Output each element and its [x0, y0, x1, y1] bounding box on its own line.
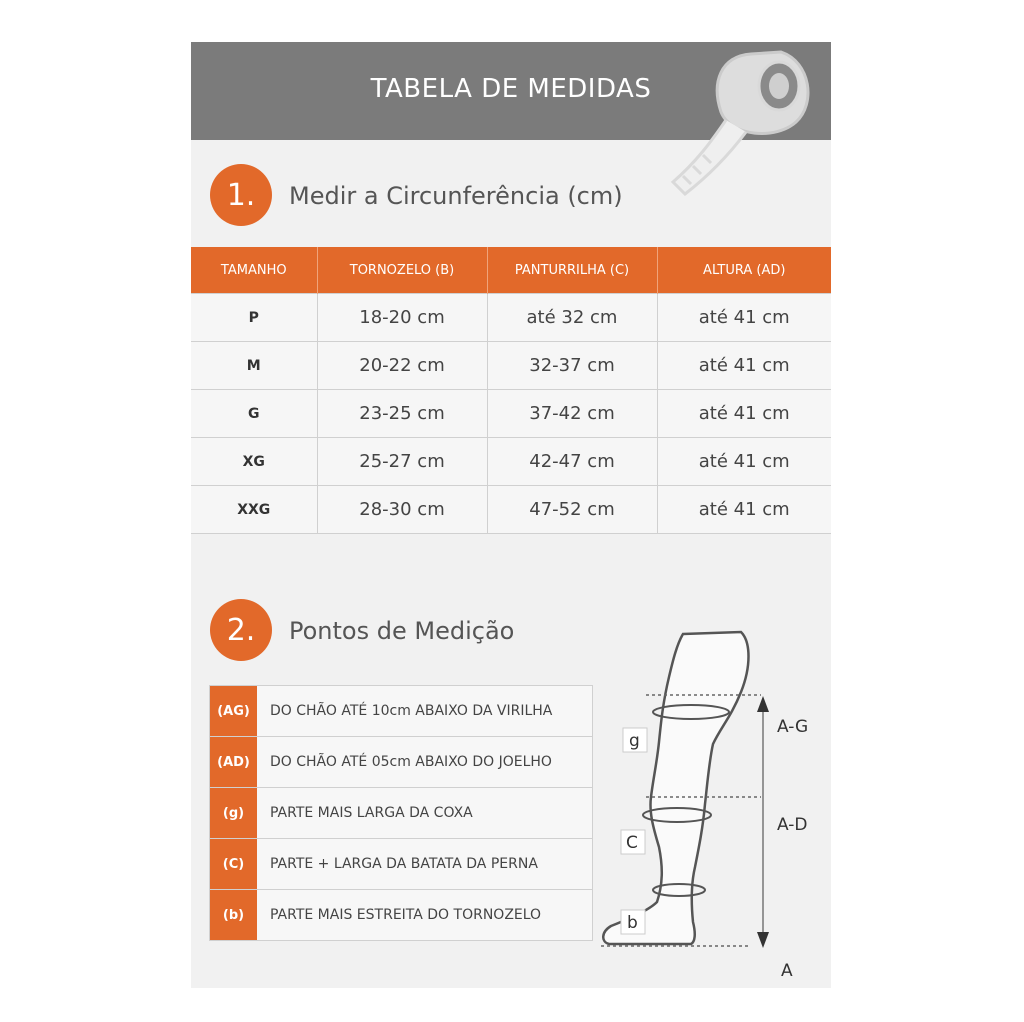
point-description: PARTE + LARGA DA BATATA DA PERNA: [257, 839, 592, 889]
table-row: [191, 390, 831, 438]
column-header: ALTURA (AD): [657, 247, 831, 294]
header-bar: [191, 42, 831, 140]
section-1-title: Medir a Circunferência (cm): [289, 182, 623, 210]
altura-cell: até 41 cm: [657, 486, 831, 534]
panturrilha-cell: 42-47 cm: [487, 438, 657, 486]
section-2-title: Pontos de Medição: [289, 617, 515, 645]
list-item: [210, 737, 592, 788]
panturrilha-cell: 47-52 cm: [487, 486, 657, 534]
ag-label: A-G: [777, 717, 809, 737]
header-title: TABELA DE MEDIDAS: [370, 74, 652, 104]
table-row: [191, 294, 831, 342]
tornozelo-cell: 25-27 cm: [317, 438, 487, 486]
size-cell: P: [191, 294, 317, 342]
altura-cell: até 41 cm: [657, 438, 831, 486]
point-description: DO CHÃO ATÉ 10cm ABAIXO DA VIRILHA: [257, 686, 592, 736]
table-row: [191, 342, 831, 390]
leg-diagram: [591, 622, 831, 981]
size-cell: M: [191, 342, 317, 390]
column-header: PANTURRILHA (C): [487, 247, 657, 294]
size-cell: XG: [191, 438, 317, 486]
height-axis-arrow-top: [757, 696, 769, 712]
point-code: (AG): [210, 686, 257, 736]
table-row: [191, 438, 831, 486]
altura-cell: até 41 cm: [657, 342, 831, 390]
table-row: [191, 486, 831, 534]
measurement-points-list: [209, 685, 593, 941]
table-header-row: [191, 247, 831, 294]
size-table: [191, 247, 831, 534]
column-header: TAMANHO: [191, 247, 317, 294]
list-item: [210, 839, 592, 890]
list-item: [210, 890, 592, 940]
list-item: [210, 686, 592, 737]
altura-cell: até 41 cm: [657, 390, 831, 438]
ad-label: A-D: [777, 815, 808, 835]
thigh-label: g: [629, 731, 640, 751]
a-label: A: [781, 961, 793, 981]
panturrilha-cell: 37-42 cm: [487, 390, 657, 438]
step-1-badge: 1.: [210, 164, 272, 226]
tornozelo-cell: 28-30 cm: [317, 486, 487, 534]
point-code: (C): [210, 839, 257, 889]
column-header: TORNOZELO (B): [317, 247, 487, 294]
tornozelo-cell: 18-20 cm: [317, 294, 487, 342]
point-code: (AD): [210, 737, 257, 787]
point-code: (b): [210, 890, 257, 940]
size-cell: G: [191, 390, 317, 438]
point-description: PARTE MAIS ESTREITA DO TORNOZELO: [257, 890, 592, 940]
size-cell: XXG: [191, 486, 317, 534]
point-code: (g): [210, 788, 257, 838]
ankle-label: b: [627, 913, 638, 933]
size-chart-card: [191, 42, 831, 988]
calf-label: C: [626, 833, 638, 853]
list-item: [210, 788, 592, 839]
point-description: DO CHÃO ATÉ 05cm ABAIXO DO JOELHO: [257, 737, 592, 787]
panturrilha-cell: até 32 cm: [487, 294, 657, 342]
panturrilha-cell: 32-37 cm: [487, 342, 657, 390]
step-2-badge: 2.: [210, 599, 272, 661]
point-description: PARTE MAIS LARGA DA COXA: [257, 788, 592, 838]
height-axis-arrow-bottom: [757, 932, 769, 948]
tornozelo-cell: 23-25 cm: [317, 390, 487, 438]
tornozelo-cell: 20-22 cm: [317, 342, 487, 390]
leg-outline: [603, 632, 748, 944]
altura-cell: até 41 cm: [657, 294, 831, 342]
